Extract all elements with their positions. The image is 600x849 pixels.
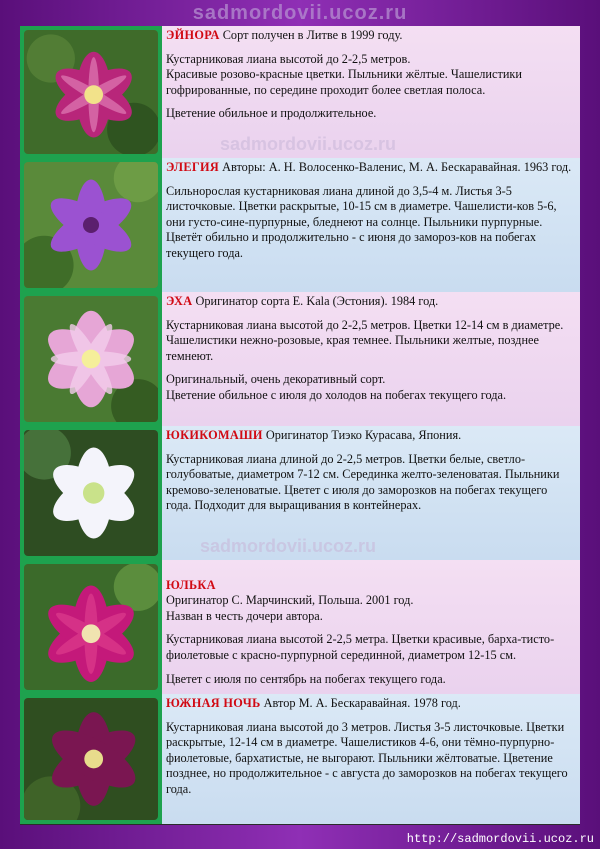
entry-row: [20, 292, 580, 427]
photo-frame: [20, 292, 164, 426]
variety-flowering: Цветет с июля по сентябрь на побегах текущего года.: [166, 671, 446, 686]
entry-header: [166, 160, 574, 176]
entry-row: [20, 158, 580, 293]
clematis-violet-icon: [24, 162, 158, 288]
entry-header: [166, 28, 574, 44]
entry-header: [166, 428, 574, 444]
watermark-inline: sadmordovii.ucoz.ru: [200, 536, 377, 556]
photo-frame: [20, 694, 164, 824]
clematis-magenta-icon: [24, 564, 158, 690]
variety-name: ЭХА: [166, 294, 193, 308]
entry-text: [162, 426, 580, 560]
variety-description: Кустарниковая лиана высотой до 2-2,5 метров. Цветки 12-14 см в диаметре. Чашелистики нежно-розовые, края темнее. Пыльники желтые, позднее темнеют.: [166, 317, 564, 363]
entry-row: [20, 694, 580, 825]
photo-frame: [20, 560, 164, 694]
clematis-dark-purple-icon: [24, 698, 158, 820]
variety-description: Кустарниковая лиана высотой до 2-2,5 метров. Красивые розово-красные цветки. Пыльники жёлтые. Чашелистики гофрированные, по середине проходит более светлая полоса.: [166, 51, 522, 97]
entry-text: [162, 560, 580, 694]
watermark-inline: sadmordovii.ucoz.ru: [220, 134, 397, 154]
variety-name: ЭЙНОРА: [166, 28, 220, 42]
variety-description: Кустарниковая лиана высотой 2-2,5 метра. Цветки красивые, барха-тисто-фиолетовые с красно-пурпурной серединной, диаметром 12-15 см.: [166, 632, 555, 662]
entry-header: [166, 696, 574, 712]
variety-name: ЮЛЬКА: [166, 577, 216, 592]
variety-intro: Оригинатор сорта E. Kala (Эстония). 1984 год.: [195, 294, 439, 308]
variety-name: ЭЛЕГИЯ: [166, 160, 219, 174]
clematis-white-icon: [24, 430, 158, 556]
variety-intro: Оригинатор Тиэко Курасава, Япония.: [265, 428, 462, 442]
variety-intro: Автор М. А. Бескаравайная. 1978 год.: [263, 696, 461, 710]
entry-header: [166, 562, 574, 624]
clematis-pink-red-icon: [24, 30, 158, 154]
entry-row: [20, 560, 580, 695]
variety-description: Кустарниковая лиана длиной до 2-2,5 метров. Цветки белые, светло-голубоватые, диаметром 7-12 см. Серединка желто-зеленоватая. Пыльники кремово-зеленоватые. Цветет с июля до заморозков на побегах текущего года. Подходит для выращивания в контейнерах.: [166, 451, 560, 513]
variety-name: ЮЖНАЯ НОЧЬ: [166, 696, 261, 710]
entry-row: [20, 426, 580, 561]
photo-frame: [20, 26, 164, 158]
entry-header: [166, 294, 574, 310]
photo-frame: [20, 426, 164, 560]
variety-intro: Сорт получен в Литве в 1999 году.: [222, 28, 403, 42]
variety-name: ЮКИКОМАШИ: [166, 428, 263, 442]
entry-text: [162, 292, 580, 426]
entry-text: [162, 158, 580, 292]
variety-intro: Авторы: А. Н. Волосенко-Валенис, М. А. Бескаравайная. 1963 год.: [222, 160, 572, 174]
variety-flowering: Цветение обильное и продолжительное.: [166, 106, 377, 121]
variety-description: Кустарниковая лиана высотой до 3 метров. Листья 3-5 листочковые. Цветки раскрытые, 12-14 см в диаметре. Чашелистиков 4-6, они тёмно-пурпурно-фиолетовые, бархатистые, не выгорают. Пыльники жёлтоватые. Цветение позднее, но продолжительное - с августа до заморозков на побегах текущего года.: [166, 719, 568, 796]
variety-intro: Оригинатор С. Марчинский, Польша. 2001 год. Назван в честь дочери автора.: [166, 593, 414, 623]
entry-text: [162, 26, 580, 158]
photo-frame: [20, 158, 164, 292]
entry-text: [162, 694, 580, 824]
footer-url[interactable]: http://sadmordovii.ucoz.ru: [406, 832, 594, 846]
entry-row: [20, 26, 580, 159]
watermark-header: sadmordovii.ucoz.ru: [192, 2, 408, 24]
variety-flowering: Оригинальный, очень декоративный сорт. Цветение обильное с июля до холодов на побегах текущего года.: [166, 372, 507, 402]
clematis-light-pink-icon: [24, 296, 158, 422]
variety-description: Сильнорослая кустарниковая лиана длиной до 3,5-4 м. Листья 3-5 листочковые. Цветки раскрытые, 10-15 см в диаметре. Чашелисти-ков 5-6, они густо-сине-пурпурные, бледнеют на солнце. Пыльники пурпурные. Цветёт обильно и продолжительно - с июня до замороз-ков на побегах текущего года.: [166, 183, 557, 260]
